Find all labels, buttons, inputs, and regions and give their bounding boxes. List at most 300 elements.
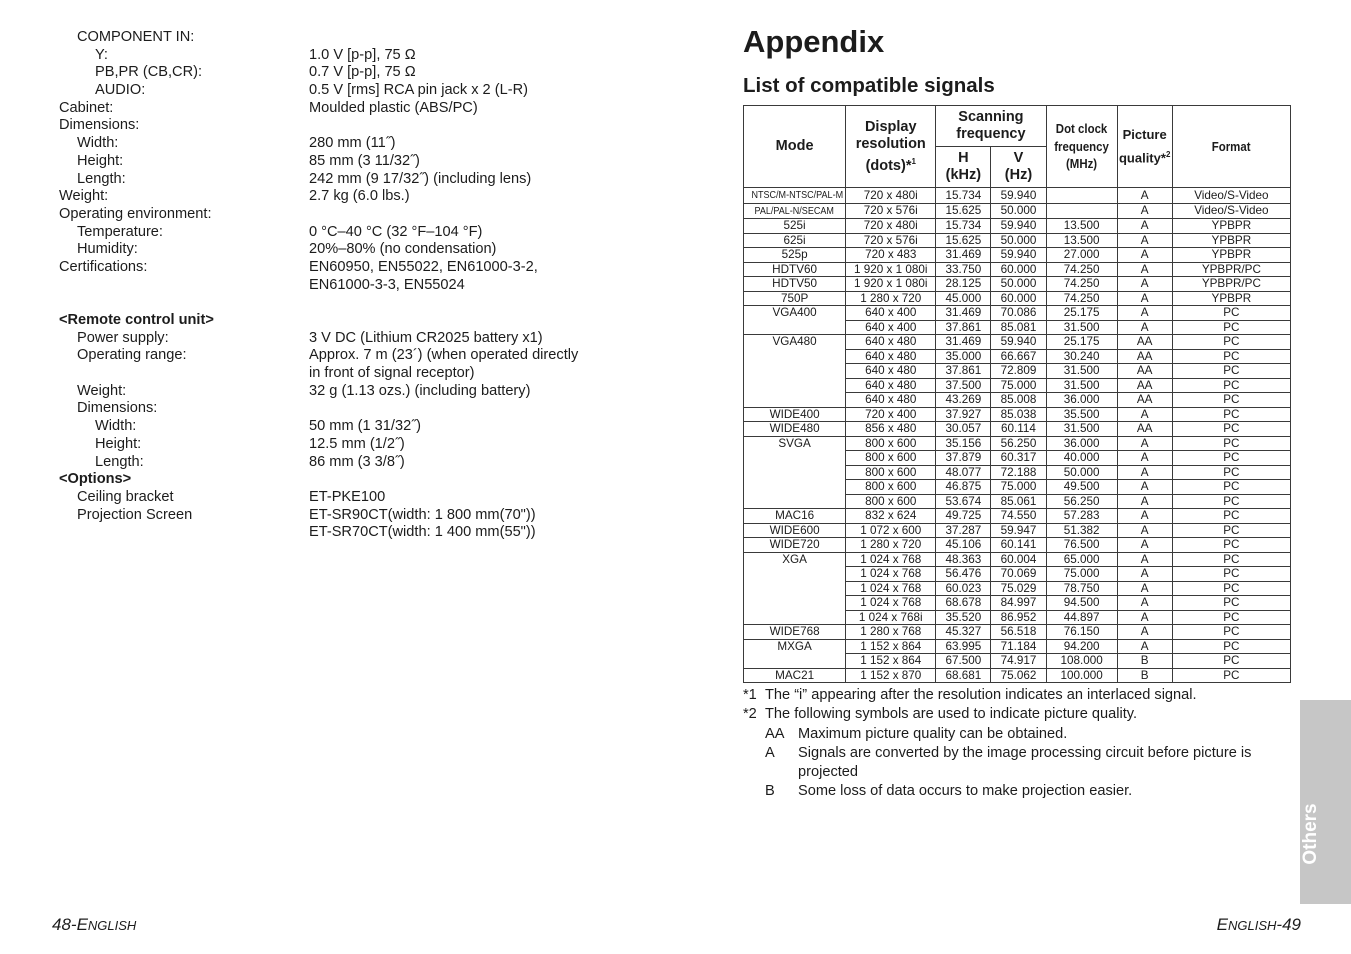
cell-resolution: 720 x 483 bbox=[846, 248, 936, 263]
cell-v-freq: 59.947 bbox=[991, 523, 1046, 538]
spec-row bbox=[59, 347, 659, 365]
cell-v-freq: 70.086 bbox=[991, 306, 1046, 321]
spec-row bbox=[59, 188, 659, 206]
cell-format: YPBPR bbox=[1172, 219, 1290, 234]
table-row bbox=[744, 262, 1291, 277]
footnote-1 bbox=[743, 686, 1303, 705]
cell-quality: A bbox=[1117, 262, 1172, 277]
cell-v-freq: 59.940 bbox=[991, 248, 1046, 263]
spec-value: 32 g (1.13 ozs.) (including battery) bbox=[309, 382, 531, 399]
spec-label: Width: bbox=[95, 418, 137, 435]
cell-v-freq: 71.184 bbox=[991, 639, 1046, 654]
cell-dot-clock: 74.250 bbox=[1046, 277, 1117, 292]
cell-dot-clock: 27.000 bbox=[1046, 248, 1117, 263]
cell-resolution: 1 024 x 768 bbox=[846, 581, 936, 596]
quality-symbol-label: A bbox=[765, 744, 775, 761]
table-row bbox=[744, 277, 1291, 292]
cell-h-freq: 45.106 bbox=[936, 538, 991, 553]
cell-v-freq: 50.000 bbox=[991, 233, 1046, 248]
footnote-1-mark: *1 bbox=[743, 687, 757, 703]
cell-v-freq: 75.029 bbox=[991, 581, 1046, 596]
spec-label: COMPONENT IN: bbox=[77, 29, 195, 45]
spec-row bbox=[59, 294, 659, 312]
table-row bbox=[744, 203, 1291, 219]
table-row bbox=[744, 188, 1291, 204]
cell-format: PC bbox=[1172, 407, 1290, 422]
cell-v-freq: 70.069 bbox=[991, 567, 1046, 582]
spec-value: 3 V DC (Lithium CR2025 battery x1) bbox=[309, 329, 543, 346]
cell-mode-text: 525p bbox=[781, 248, 808, 261]
cell-resolution: 640 x 400 bbox=[846, 306, 936, 321]
cell-quality: A bbox=[1117, 188, 1172, 204]
cell-quality: B bbox=[1117, 654, 1172, 669]
spec-row bbox=[59, 418, 659, 436]
spec-label: Operating environment: bbox=[59, 205, 212, 222]
cell-format: YPBPR/PC bbox=[1172, 262, 1290, 277]
cell-mode bbox=[744, 538, 846, 553]
cell-dot-clock bbox=[1046, 188, 1117, 204]
spec-row bbox=[59, 64, 659, 82]
cell-mode bbox=[744, 291, 846, 306]
cell-h-freq: 60.023 bbox=[936, 581, 991, 596]
spec-row bbox=[59, 224, 659, 242]
cell-dot-clock: 78.750 bbox=[1046, 581, 1117, 596]
specifications-list bbox=[59, 29, 659, 542]
spec-row bbox=[59, 365, 659, 383]
cell-quality: A bbox=[1117, 494, 1172, 509]
table-row bbox=[744, 552, 1291, 567]
cell-format: PC bbox=[1172, 335, 1290, 350]
cell-resolution: 800 x 600 bbox=[846, 494, 936, 509]
cell-quality: AA bbox=[1117, 349, 1172, 364]
cell-resolution: 640 x 480 bbox=[846, 335, 936, 350]
header-mode: Mode bbox=[744, 106, 846, 188]
cell-mode-text: MAC21 bbox=[775, 668, 815, 682]
cell-dot-clock: 25.175 bbox=[1046, 306, 1117, 321]
cell-mode-text: VGA480 bbox=[772, 335, 817, 348]
cell-format: Video/S-Video bbox=[1172, 188, 1290, 204]
spec-row bbox=[59, 489, 659, 507]
header-v-hz: V (Hz) bbox=[991, 147, 1046, 188]
cell-resolution: 1 920 x 1 080i bbox=[846, 277, 936, 292]
cell-mode bbox=[744, 248, 846, 263]
cell-h-freq: 31.469 bbox=[936, 335, 991, 350]
cell-quality: B bbox=[1117, 668, 1172, 683]
cell-resolution: 640 x 400 bbox=[846, 320, 936, 335]
cell-dot-clock bbox=[1046, 203, 1117, 219]
spec-row bbox=[59, 171, 659, 189]
spec-value: 0 °C–40 °C (32 °F–104 °F) bbox=[309, 223, 483, 240]
spec-label: Temperature: bbox=[77, 223, 163, 240]
cell-mode-text: XGA bbox=[782, 552, 807, 566]
cell-mode-text: 625i bbox=[783, 233, 806, 247]
cell-resolution: 720 x 400 bbox=[846, 407, 936, 422]
cell-resolution: 1 280 x 720 bbox=[846, 538, 936, 553]
spec-label: Humidity: bbox=[77, 241, 138, 258]
spec-row bbox=[59, 400, 659, 418]
spec-label: Cabinet: bbox=[59, 99, 114, 116]
cell-dot-clock: 13.500 bbox=[1046, 219, 1117, 234]
cell-dot-clock: 25.175 bbox=[1046, 335, 1117, 350]
cell-resolution: 720 x 480i bbox=[846, 188, 936, 204]
compatible-signals-table bbox=[743, 105, 1291, 683]
section-side-tab[interactable] bbox=[1300, 700, 1351, 904]
cell-format: PC bbox=[1172, 393, 1290, 408]
cell-quality: A bbox=[1117, 610, 1172, 625]
cell-h-freq: 28.125 bbox=[936, 277, 991, 292]
cell-format: PC bbox=[1172, 596, 1290, 611]
cell-v-freq: 72.809 bbox=[991, 364, 1046, 379]
cell-quality: A bbox=[1117, 248, 1172, 263]
spec-row bbox=[59, 471, 659, 489]
table-row bbox=[744, 538, 1291, 553]
spec-label: Y: bbox=[95, 46, 108, 63]
cell-v-freq: 60.004 bbox=[991, 552, 1046, 567]
spec-value: EN61000-3-3, EN55024 bbox=[309, 276, 465, 293]
cell-h-freq: 37.287 bbox=[936, 523, 991, 538]
spec-row bbox=[59, 29, 659, 47]
quality-symbol-label: AA bbox=[765, 725, 785, 742]
cell-h-freq: 35.156 bbox=[936, 436, 991, 451]
table-row bbox=[744, 436, 1291, 451]
cell-format: PC bbox=[1172, 625, 1290, 640]
spec-value: 242 mm (9 17/32˝) (including lens) bbox=[309, 170, 532, 187]
spec-value: ET-PKE100 bbox=[309, 488, 386, 505]
page-number-right: ENGLISH-49 bbox=[1216, 915, 1301, 934]
cell-h-freq: 63.995 bbox=[936, 639, 991, 654]
cell-dot-clock: 50.000 bbox=[1046, 465, 1117, 480]
cell-v-freq: 59.940 bbox=[991, 335, 1046, 350]
cell-mode bbox=[744, 523, 846, 538]
cell-mode-text: MXGA bbox=[777, 639, 812, 653]
cell-quality: A bbox=[1117, 509, 1172, 524]
cell-h-freq: 15.734 bbox=[936, 219, 991, 234]
spec-row bbox=[59, 100, 659, 118]
cell-mode bbox=[744, 407, 846, 422]
cell-dot-clock: 94.500 bbox=[1046, 596, 1117, 611]
spec-label: Dimensions: bbox=[59, 117, 140, 134]
quality-symbol-text: Signals are converted by the image processing circuit before picture is projected bbox=[798, 744, 1252, 781]
cell-dot-clock: 100.000 bbox=[1046, 668, 1117, 683]
cell-format: PC bbox=[1172, 538, 1290, 553]
cell-dot-clock: 40.000 bbox=[1046, 451, 1117, 466]
cell-format: PC bbox=[1172, 465, 1290, 480]
spec-label: Dimensions: bbox=[77, 400, 158, 417]
cell-mode-text: WIDE768 bbox=[769, 625, 820, 638]
cell-mode bbox=[744, 436, 846, 509]
table-row bbox=[744, 668, 1291, 683]
cell-mode bbox=[744, 233, 846, 248]
cell-v-freq: 66.667 bbox=[991, 349, 1046, 364]
cell-h-freq: 43.269 bbox=[936, 393, 991, 408]
cell-format: PC bbox=[1172, 349, 1290, 364]
cell-format: YPBPR/PC bbox=[1172, 277, 1290, 292]
table-row bbox=[744, 422, 1291, 437]
quality-symbol-text: Some loss of data occurs to make projection easier. bbox=[798, 783, 1133, 800]
cell-mode bbox=[744, 335, 846, 408]
cell-mode bbox=[744, 188, 846, 204]
cell-quality: A bbox=[1117, 436, 1172, 451]
cell-v-freq: 56.250 bbox=[991, 436, 1046, 451]
section-title: List of compatible signals bbox=[743, 74, 995, 97]
quality-symbol-aa bbox=[743, 725, 1303, 744]
spec-label: Operating range: bbox=[77, 347, 187, 364]
spec-value: 0.5 V [rms] RCA pin jack x 2 (L-R) bbox=[309, 82, 528, 99]
cell-quality: A bbox=[1117, 639, 1172, 654]
table-row bbox=[744, 639, 1291, 654]
spec-label: <Remote control unit> bbox=[59, 312, 214, 328]
cell-resolution: 720 x 576i bbox=[846, 203, 936, 219]
spec-row bbox=[59, 135, 659, 153]
cell-resolution: 800 x 600 bbox=[846, 480, 936, 495]
spec-row bbox=[59, 507, 659, 525]
cell-dot-clock: 57.283 bbox=[1046, 509, 1117, 524]
spec-label: PB,PR (CB,CR): bbox=[95, 64, 203, 81]
cell-mode-text: MAC16 bbox=[775, 509, 815, 522]
cell-mode bbox=[744, 219, 846, 234]
footnotes bbox=[743, 686, 1303, 802]
cell-dot-clock: 35.500 bbox=[1046, 407, 1117, 422]
cell-quality: AA bbox=[1117, 378, 1172, 393]
cell-format: YPBPR bbox=[1172, 233, 1290, 248]
header-format: Format bbox=[1179, 106, 1283, 188]
cell-v-freq: 60.000 bbox=[991, 291, 1046, 306]
cell-format: PC bbox=[1172, 364, 1290, 379]
quality-symbol-label: B bbox=[765, 783, 775, 800]
cell-format: PC bbox=[1172, 567, 1290, 582]
cell-format: PC bbox=[1172, 306, 1290, 321]
cell-resolution: 640 x 480 bbox=[846, 364, 936, 379]
cell-resolution: 1 024 x 768 bbox=[846, 567, 936, 582]
quality-symbol-text: Maximum picture quality can be obtained. bbox=[798, 725, 1068, 742]
quality-symbol-a bbox=[743, 744, 1303, 783]
cell-dot-clock: 65.000 bbox=[1046, 552, 1117, 567]
spec-value: 50 mm (1 31/32˝) bbox=[309, 418, 421, 435]
cell-mode-text: WIDE720 bbox=[769, 538, 820, 551]
cell-h-freq: 31.469 bbox=[936, 248, 991, 263]
cell-resolution: 1 280 x 720 bbox=[846, 291, 936, 306]
spec-value: 12.5 mm (1/2˝) bbox=[309, 435, 405, 452]
cell-h-freq: 37.500 bbox=[936, 378, 991, 393]
cell-format: PC bbox=[1172, 509, 1290, 524]
cell-dot-clock: 51.382 bbox=[1046, 523, 1117, 538]
cell-format: YPBPR bbox=[1172, 291, 1290, 306]
spec-label: Height: bbox=[95, 435, 142, 452]
cell-h-freq: 48.077 bbox=[936, 465, 991, 480]
spec-value: 86 mm (3 3/8˝) bbox=[309, 453, 405, 470]
cell-dot-clock: 31.500 bbox=[1046, 364, 1117, 379]
cell-h-freq: 37.927 bbox=[936, 407, 991, 422]
cell-format: PC bbox=[1172, 494, 1290, 509]
cell-format: PC bbox=[1172, 480, 1290, 495]
table-row bbox=[744, 335, 1291, 350]
cell-v-freq: 85.008 bbox=[991, 393, 1046, 408]
cell-h-freq: 37.861 bbox=[936, 320, 991, 335]
cell-v-freq: 74.550 bbox=[991, 509, 1046, 524]
cell-h-freq: 68.681 bbox=[936, 668, 991, 683]
cell-resolution: 800 x 600 bbox=[846, 436, 936, 451]
cell-format: PC bbox=[1172, 422, 1290, 437]
cell-format: PC bbox=[1172, 320, 1290, 335]
cell-h-freq: 56.476 bbox=[936, 567, 991, 582]
cell-dot-clock: 94.200 bbox=[1046, 639, 1117, 654]
footnote-2-text: The following symbols are used to indicate picture quality. bbox=[765, 706, 1138, 723]
cell-h-freq: 45.000 bbox=[936, 291, 991, 306]
spec-row bbox=[59, 117, 659, 135]
cell-h-freq: 49.725 bbox=[936, 509, 991, 524]
cell-quality: AA bbox=[1117, 422, 1172, 437]
cell-format: PC bbox=[1172, 610, 1290, 625]
cell-mode-text: 525i bbox=[783, 219, 806, 232]
cell-dot-clock: 44.897 bbox=[1046, 610, 1117, 625]
cell-mode-text: WIDE600 bbox=[769, 523, 820, 537]
cell-quality: A bbox=[1117, 552, 1172, 567]
cell-resolution: 640 x 480 bbox=[846, 378, 936, 393]
table-row bbox=[744, 306, 1291, 321]
spec-value: ET-SR90CT(width: 1 800 mm(70")) bbox=[309, 506, 536, 523]
cell-v-freq: 59.940 bbox=[991, 219, 1046, 234]
cell-mode bbox=[744, 277, 846, 292]
spec-value: 85 mm (3 11/32˝) bbox=[309, 152, 420, 169]
cell-dot-clock: 56.250 bbox=[1046, 494, 1117, 509]
cell-dot-clock: 36.000 bbox=[1046, 393, 1117, 408]
cell-quality: A bbox=[1117, 277, 1172, 292]
spec-label: Ceiling bracket bbox=[77, 488, 174, 505]
cell-resolution: 1 152 x 864 bbox=[846, 639, 936, 654]
cell-dot-clock: 75.000 bbox=[1046, 567, 1117, 582]
cell-format: PC bbox=[1172, 378, 1290, 393]
cell-h-freq: 67.500 bbox=[936, 654, 991, 669]
spec-row bbox=[59, 82, 659, 100]
spec-value: ET-SR70CT(width: 1 400 mm(55")) bbox=[309, 524, 536, 541]
cell-mode bbox=[744, 509, 846, 524]
cell-v-freq: 72.188 bbox=[991, 465, 1046, 480]
cell-resolution: 1 024 x 768 bbox=[846, 596, 936, 611]
spec-label: Power supply: bbox=[77, 329, 169, 346]
cell-h-freq: 45.327 bbox=[936, 625, 991, 640]
spec-value: 2.7 kg (6.0 lbs.) bbox=[309, 188, 410, 205]
cell-h-freq: 35.000 bbox=[936, 349, 991, 364]
cell-mode-text: HDTV60 bbox=[772, 262, 817, 276]
cell-resolution: 832 x 624 bbox=[846, 509, 936, 524]
cell-format: PC bbox=[1172, 581, 1290, 596]
cell-quality: A bbox=[1117, 465, 1172, 480]
cell-v-freq: 60.114 bbox=[991, 422, 1046, 437]
cell-dot-clock: 30.240 bbox=[1046, 349, 1117, 364]
spec-value: in front of signal receptor) bbox=[309, 365, 475, 382]
cell-resolution: 1 072 x 600 bbox=[846, 523, 936, 538]
cell-dot-clock: 36.000 bbox=[1046, 436, 1117, 451]
cell-quality: A bbox=[1117, 538, 1172, 553]
cell-quality: A bbox=[1117, 596, 1172, 611]
cell-mode bbox=[744, 625, 846, 640]
cell-h-freq: 53.674 bbox=[936, 494, 991, 509]
table-row bbox=[744, 509, 1291, 524]
cell-format: PC bbox=[1172, 654, 1290, 669]
cell-quality: A bbox=[1117, 625, 1172, 640]
footnote-2-mark: *2 bbox=[743, 706, 757, 723]
cell-v-freq: 75.000 bbox=[991, 378, 1046, 393]
cell-h-freq: 37.879 bbox=[936, 451, 991, 466]
cell-quality: AA bbox=[1117, 364, 1172, 379]
cell-resolution: 1 152 x 870 bbox=[846, 668, 936, 683]
spec-label: Length: bbox=[77, 170, 126, 187]
header-display-resolution: Display resolution (dots)*$^1$ bbox=[846, 106, 936, 188]
cell-quality: A bbox=[1117, 581, 1172, 596]
cell-resolution: 800 x 600 bbox=[846, 451, 936, 466]
cell-quality: A bbox=[1117, 219, 1172, 234]
cell-resolution: 800 x 600 bbox=[846, 465, 936, 480]
spec-row bbox=[59, 312, 659, 330]
table-row bbox=[744, 248, 1291, 263]
header-dot-clock: Dot clock frequency (MHz) bbox=[1050, 106, 1113, 188]
cell-v-freq: 60.317 bbox=[991, 451, 1046, 466]
table-row bbox=[744, 291, 1291, 306]
spec-row bbox=[59, 47, 659, 65]
cell-resolution: 1 024 x 768 bbox=[846, 552, 936, 567]
cell-quality: A bbox=[1117, 523, 1172, 538]
cell-h-freq: 35.520 bbox=[936, 610, 991, 625]
cell-dot-clock: 13.500 bbox=[1046, 233, 1117, 248]
cell-mode bbox=[744, 203, 846, 219]
cell-mode-text: WIDE400 bbox=[769, 407, 820, 421]
header-picture-quality: Picture quality*$^2$ bbox=[1117, 106, 1172, 188]
cell-mode-text: PAL/PAL-N/SECAM bbox=[754, 204, 835, 217]
cell-resolution: 1 280 x 768 bbox=[846, 625, 936, 640]
cell-format: PC bbox=[1172, 436, 1290, 451]
cell-mode-text: VGA400 bbox=[772, 306, 817, 319]
spec-label: Weight: bbox=[77, 382, 127, 399]
spec-label: AUDIO: bbox=[95, 82, 146, 99]
cell-h-freq: 15.734 bbox=[936, 188, 991, 204]
footnote-1-text: The “i” appearing after the resolution indicates an interlaced signal. bbox=[765, 687, 1197, 703]
cell-mode-text: WIDE480 bbox=[769, 422, 820, 435]
cell-dot-clock: 74.250 bbox=[1046, 262, 1117, 277]
cell-mode bbox=[744, 639, 846, 668]
spec-row bbox=[59, 259, 659, 277]
spec-label: Length: bbox=[95, 453, 144, 470]
cell-dot-clock: 76.500 bbox=[1046, 538, 1117, 553]
cell-v-freq: 60.000 bbox=[991, 262, 1046, 277]
cell-quality: A bbox=[1117, 306, 1172, 321]
header-scanning-frequency: Scanning frequency bbox=[936, 106, 1046, 147]
cell-quality: A bbox=[1117, 320, 1172, 335]
cell-quality: A bbox=[1117, 480, 1172, 495]
spec-row bbox=[59, 436, 659, 454]
cell-v-freq: 56.518 bbox=[991, 625, 1046, 640]
cell-quality: A bbox=[1117, 407, 1172, 422]
cell-h-freq: 15.625 bbox=[936, 233, 991, 248]
cell-quality: A bbox=[1117, 233, 1172, 248]
cell-v-freq: 75.000 bbox=[991, 480, 1046, 495]
cell-v-freq: 84.997 bbox=[991, 596, 1046, 611]
cell-v-freq: 86.952 bbox=[991, 610, 1046, 625]
spec-row bbox=[59, 330, 659, 348]
spec-row bbox=[59, 454, 659, 472]
cell-mode-text: SVGA bbox=[778, 436, 811, 450]
spec-row bbox=[59, 524, 659, 542]
cell-mode bbox=[744, 552, 846, 625]
spec-label: Width: bbox=[77, 135, 119, 152]
cell-v-freq: 85.038 bbox=[991, 407, 1046, 422]
cell-quality: AA bbox=[1117, 393, 1172, 408]
cell-resolution: 720 x 576i bbox=[846, 233, 936, 248]
cell-quality: AA bbox=[1117, 335, 1172, 350]
cell-resolution: 720 x 480i bbox=[846, 219, 936, 234]
cell-resolution: 640 x 480 bbox=[846, 393, 936, 408]
cell-h-freq: 37.861 bbox=[936, 364, 991, 379]
cell-resolution: 1 920 x 1 080i bbox=[846, 262, 936, 277]
